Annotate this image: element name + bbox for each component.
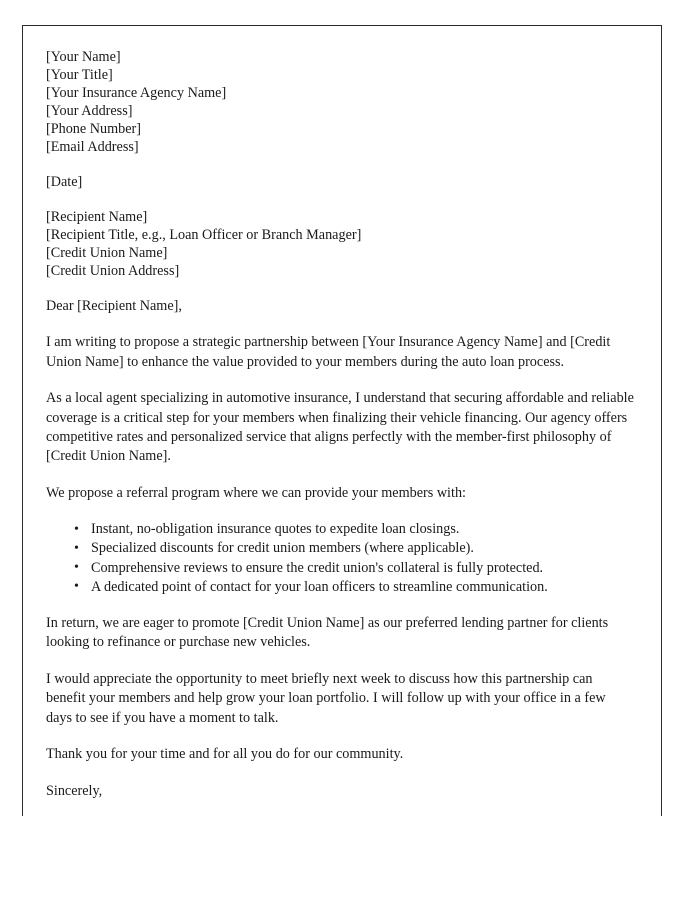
sender-address-block	[46, 48, 634, 156]
date-block	[46, 173, 634, 191]
bullet-list-intro: We propose a referral program where we can provide your members with:	[46, 484, 466, 501]
body-paragraph-4: I would appreciate the opportunity to meet briefly next week to discuss how this partnership can benefit your members and help grow your loan portfolio. I will follow up with your office in a few days to see if you have a moment to talk.	[46, 670, 606, 726]
sender-title: [Your Title]	[46, 67, 113, 83]
recipient-address: [Credit Union Address]	[46, 263, 180, 279]
letter-content	[23, 26, 661, 801]
recipient-title: [Recipient Title, e.g., Loan Officer or Branch Manager]	[46, 227, 362, 243]
body-paragraph-3: In return, we are eager to promote [Credit Union Name] as our preferred lending partner for clients looking to refinance or purchase new vehicles.	[46, 615, 609, 651]
list-item: • Specialized discounts for credit union members (where applicable).	[74, 539, 634, 558]
sender-name: [Your Name]	[46, 49, 121, 65]
letter-page	[22, 25, 662, 816]
closing-line: Sincerely,	[46, 782, 103, 799]
list-item: • Instant, no-obligation insurance quotes to expedite loan closings.	[74, 520, 634, 539]
recipient-address-block	[46, 208, 634, 280]
date-line: [Date]	[46, 174, 83, 190]
list-item: • Comprehensive reviews to ensure the credit union's collateral is fully protected.	[74, 559, 634, 578]
recipient-name: [Recipient Name]	[46, 209, 148, 225]
sender-email: [Email Address]	[46, 139, 139, 155]
body-paragraph-5: Thank you for your time and for all you do for our community.	[46, 746, 404, 763]
list-item: • A dedicated point of contact for your loan officers to streamline communication.	[74, 578, 634, 597]
referral-program-list	[46, 520, 634, 597]
body-paragraph-1: I am writing to propose a strategic partnership between [Your Insurance Agency Name] and [Credit Union Name] to enhance the value provided to your members during the auto loan process.	[46, 334, 611, 370]
salutation: Dear [Recipient Name],	[46, 298, 182, 314]
body-paragraph-2: As a local agent specializing in automotive insurance, I understand that securing affordable and reliable coverage is a critical step for your members when finalizing their vehicle financing. Our agency offers competitive rates and personalized service that aligns perfectly with the member-first philosophy of [Credit Union Name].	[46, 390, 634, 465]
sender-address: [Your Address]	[46, 103, 133, 119]
sender-agency-name: [Your Insurance Agency Name]	[46, 85, 227, 101]
sender-phone: [Phone Number]	[46, 121, 141, 137]
recipient-organization: [Credit Union Name]	[46, 245, 168, 261]
